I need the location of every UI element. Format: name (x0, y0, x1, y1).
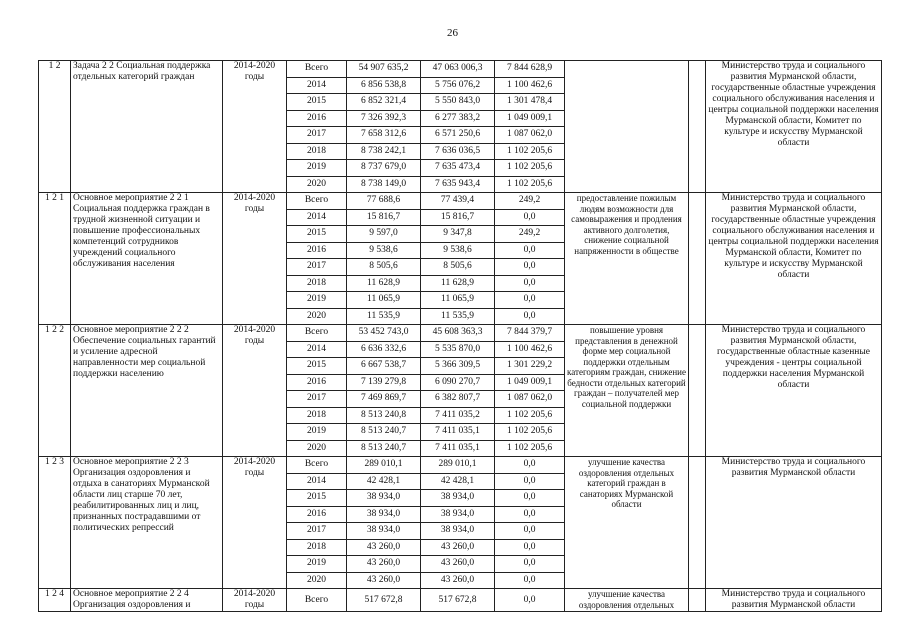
amount-cell: 1 100 462,6 (495, 77, 565, 94)
amount-cell: 7 469 869,7 (347, 391, 421, 408)
period: 2014-2020 годы (223, 589, 287, 612)
year-cell: 2019 (287, 160, 347, 177)
amount-cell: 9 538,6 (347, 242, 421, 259)
year-cell: 2015 (287, 358, 347, 375)
year-cell: 2014 (287, 77, 347, 94)
amount-cell: 0,0 (495, 539, 565, 556)
amount-cell: 11 535,9 (421, 308, 495, 325)
amount-cell: 249,2 (495, 226, 565, 243)
amount-cell: 0,0 (495, 506, 565, 523)
year-cell: 2016 (287, 110, 347, 127)
amount-cell: 8 513 240,8 (347, 407, 421, 424)
amount-cell: 8 738 242,1 (347, 143, 421, 160)
amount-cell: 6 382 807,7 (421, 391, 495, 408)
amount-cell: 0,0 (495, 275, 565, 292)
amount-cell: 43 260,0 (421, 572, 495, 589)
amount-cell: 0,0 (495, 556, 565, 573)
empty-cell (689, 457, 706, 589)
amount-cell: 8 513 240,7 (347, 440, 421, 457)
amount-cell: 43 260,0 (347, 539, 421, 556)
year-cell: 2019 (287, 424, 347, 441)
amount-cell: 15 816,7 (421, 209, 495, 226)
amount-cell: 7 635 943,4 (421, 176, 495, 193)
year-cell: Всего (287, 589, 347, 612)
amount-cell: 54 907 635,2 (347, 61, 421, 78)
amount-cell: 0,0 (495, 572, 565, 589)
year-cell: 2018 (287, 407, 347, 424)
amount-cell: 7 139 279,8 (347, 374, 421, 391)
amount-cell: 8 505,6 (347, 259, 421, 276)
amount-cell: 42 428,1 (421, 473, 495, 490)
table-row (39, 457, 882, 474)
amount-cell: 1 102 205,6 (495, 143, 565, 160)
amount-cell: 0,0 (495, 308, 565, 325)
executor: Министерство труда и социального развития Мурманской области (706, 589, 882, 612)
year-cell: 2017 (287, 259, 347, 276)
amount-cell: 43 260,0 (347, 556, 421, 573)
year-cell: 2015 (287, 490, 347, 507)
amount-cell: 6 571 250,6 (421, 127, 495, 144)
amount-cell: 7 636 036,5 (421, 143, 495, 160)
expected-result: улучшение качества оздоровления отдельных (565, 589, 689, 612)
year-cell: 2016 (287, 242, 347, 259)
year-cell: 2014 (287, 473, 347, 490)
period: 2014-2020 годы (223, 457, 287, 589)
amount-cell: 38 934,0 (347, 506, 421, 523)
row-number: 1 2 1 (39, 193, 71, 325)
year-cell: 2020 (287, 440, 347, 457)
expected-result (565, 61, 689, 193)
measure-name: Основное мероприятие 2 2 1 Социальная поддержка граждан в трудной жизненной ситуации и повышение профессиональных компетенций сотрудников учреждений социального обслуживания населения (71, 193, 223, 325)
amount-cell: 5 366 309,5 (421, 358, 495, 375)
year-cell: 2017 (287, 523, 347, 540)
amount-cell: 6 667 538,7 (347, 358, 421, 375)
table-row (39, 589, 882, 612)
amount-cell: 1 102 205,6 (495, 407, 565, 424)
amount-cell: 7 411 035,1 (421, 440, 495, 457)
year-cell: Всего (287, 193, 347, 210)
amount-cell: 47 063 006,3 (421, 61, 495, 78)
amount-cell: 0,0 (495, 457, 565, 474)
amount-cell: 8 505,6 (421, 259, 495, 276)
year-cell: 2014 (287, 341, 347, 358)
year-cell: 2020 (287, 308, 347, 325)
amount-cell: 7 658 312,6 (347, 127, 421, 144)
table-row (39, 193, 882, 210)
expected-result: улучшение качества оздоровления отдельных категорий граждан в санаториях Мурманской области (565, 457, 689, 589)
amount-cell: 289 010,1 (421, 457, 495, 474)
amount-cell: 38 934,0 (421, 506, 495, 523)
executor: Министерство труда и социального развития Мурманской области (706, 457, 882, 589)
amount-cell: 5 535 870,0 (421, 341, 495, 358)
amount-cell: 77 439,4 (421, 193, 495, 210)
amount-cell: 11 628,9 (347, 275, 421, 292)
amount-cell: 38 934,0 (421, 523, 495, 540)
row-number: 1 2 3 (39, 457, 71, 589)
amount-cell: 0,0 (495, 589, 565, 612)
row-number: 1 2 (39, 61, 71, 193)
amount-cell: 1 102 205,6 (495, 424, 565, 441)
amount-cell: 9 597,0 (347, 226, 421, 243)
amount-cell: 15 816,7 (347, 209, 421, 226)
empty-cell (689, 325, 706, 457)
row-number: 1 2 4 (39, 589, 71, 612)
amount-cell: 9 347,8 (421, 226, 495, 243)
year-cell: 2019 (287, 556, 347, 573)
amount-cell: 7 411 035,2 (421, 407, 495, 424)
amount-cell: 45 608 363,3 (421, 325, 495, 342)
amount-cell: 8 737 679,0 (347, 160, 421, 177)
expected-result: предоставление пожилым людям возможности для самовыражения и продления активного долголетия, снижение социальной напряженности в обществе (565, 193, 689, 325)
year-cell: 2018 (287, 275, 347, 292)
empty-cell (689, 589, 706, 612)
executor: Министерство труда и социального развития Мурманской области, государственные областные учреждения социального обслуживания населения и центры социальной поддержки населения Мурманской области, Комитет по культуре и искусству Мурманской области (706, 61, 882, 193)
measure-name: Основное мероприятие 2 2 4 Организация оздоровления и (71, 589, 223, 612)
year-cell: 2014 (287, 209, 347, 226)
amount-cell: 0,0 (495, 490, 565, 507)
amount-cell: 7 844 628,9 (495, 61, 565, 78)
year-cell: 2016 (287, 374, 347, 391)
amount-cell: 6 090 270,7 (421, 374, 495, 391)
amount-cell: 38 934,0 (421, 490, 495, 507)
executor: Министерство труда и социального развития Мурманской области, государственные областные учреждения социального обслуживания населения и центры социальной поддержки населения Мурманской области, Комитет по культуре и искусству Мурманской области (706, 193, 882, 325)
amount-cell: 11 628,9 (421, 275, 495, 292)
amount-cell: 7 635 473,4 (421, 160, 495, 177)
executor: Министерство труда и социального развития Мурманской области, государственные областные казенные учреждения - центры социальной поддержки населения Мурманской области (706, 325, 882, 457)
amount-cell: 38 934,0 (347, 490, 421, 507)
amount-cell: 7 411 035,1 (421, 424, 495, 441)
amount-cell: 42 428,1 (347, 473, 421, 490)
amount-cell: 7 326 392,3 (347, 110, 421, 127)
period: 2014-2020 годы (223, 193, 287, 325)
amount-cell: 517 672,8 (347, 589, 421, 612)
row-number: 1 2 2 (39, 325, 71, 457)
year-cell: 2015 (287, 226, 347, 243)
amount-cell: 43 260,0 (421, 539, 495, 556)
amount-cell: 1 049 009,1 (495, 374, 565, 391)
amount-cell: 7 844 379,7 (495, 325, 565, 342)
period: 2014-2020 годы (223, 61, 287, 193)
year-cell: 2017 (287, 391, 347, 408)
amount-cell: 53 452 743,0 (347, 325, 421, 342)
period: 2014-2020 годы (223, 325, 287, 457)
year-cell: 2020 (287, 572, 347, 589)
year-cell: 2018 (287, 539, 347, 556)
amount-cell: 1 102 205,6 (495, 440, 565, 457)
year-cell: 2019 (287, 292, 347, 309)
amount-cell: 289 010,1 (347, 457, 421, 474)
measure-name: Задача 2 2 Социальная поддержка отдельных категорий граждан (71, 61, 223, 193)
amount-cell: 11 065,9 (347, 292, 421, 309)
year-cell: 2020 (287, 176, 347, 193)
page-number: 26 (447, 27, 458, 39)
amount-cell: 0,0 (495, 259, 565, 276)
year-cell: 2015 (287, 94, 347, 111)
amount-cell: 1 301 478,4 (495, 94, 565, 111)
amount-cell: 5 756 076,2 (421, 77, 495, 94)
year-cell: 2016 (287, 506, 347, 523)
amount-cell: 5 550 843,0 (421, 94, 495, 111)
year-cell: Всего (287, 325, 347, 342)
table-row (39, 325, 882, 342)
amount-cell: 1 100 462,6 (495, 341, 565, 358)
measure-name: Основное мероприятие 2 2 2 Обеспечение социальных гарантий и усиление адресной направленности мер социальной поддержки населению (71, 325, 223, 457)
amount-cell: 38 934,0 (347, 523, 421, 540)
amount-cell: 43 260,0 (347, 572, 421, 589)
amount-cell: 1 301 229,2 (495, 358, 565, 375)
measure-name: Основное мероприятие 2 2 3 Организация оздоровления и отдыха в санаториях Мурманской области лиц старше 70 лет, реабилитированных лиц и лиц, признанных пострадавшими от политических репрессий (71, 457, 223, 589)
amount-cell: 6 636 332,6 (347, 341, 421, 358)
year-cell: Всего (287, 61, 347, 78)
program-table (38, 60, 882, 612)
amount-cell: 11 535,9 (347, 308, 421, 325)
amount-cell: 77 688,6 (347, 193, 421, 210)
empty-cell (689, 193, 706, 325)
amount-cell: 0,0 (495, 523, 565, 540)
amount-cell: 1 087 062,0 (495, 391, 565, 408)
amount-cell: 0,0 (495, 242, 565, 259)
amount-cell: 1 102 205,6 (495, 176, 565, 193)
amount-cell: 43 260,0 (421, 556, 495, 573)
empty-cell (689, 61, 706, 193)
amount-cell: 9 538,6 (421, 242, 495, 259)
amount-cell: 1 087 062,0 (495, 127, 565, 144)
year-cell: Всего (287, 457, 347, 474)
amount-cell: 6 856 538,8 (347, 77, 421, 94)
amount-cell: 11 065,9 (421, 292, 495, 309)
amount-cell: 0,0 (495, 292, 565, 309)
amount-cell: 8 513 240,7 (347, 424, 421, 441)
amount-cell: 249,2 (495, 193, 565, 210)
year-cell: 2017 (287, 127, 347, 144)
table-row (39, 61, 882, 78)
amount-cell: 6 852 321,4 (347, 94, 421, 111)
amount-cell: 8 738 149,0 (347, 176, 421, 193)
year-cell: 2018 (287, 143, 347, 160)
amount-cell: 1 102 205,6 (495, 160, 565, 177)
amount-cell: 517 672,8 (421, 589, 495, 612)
amount-cell: 0,0 (495, 209, 565, 226)
amount-cell: 1 049 009,1 (495, 110, 565, 127)
expected-result: повышение уровня представления в денежной форме мер социальной поддержки отдельным категориям граждан, снижение бедности отдельных категорий граждан – получателей мер социальной поддержки (565, 325, 689, 457)
table-body (39, 61, 882, 612)
amount-cell: 6 277 383,2 (421, 110, 495, 127)
amount-cell: 0,0 (495, 473, 565, 490)
